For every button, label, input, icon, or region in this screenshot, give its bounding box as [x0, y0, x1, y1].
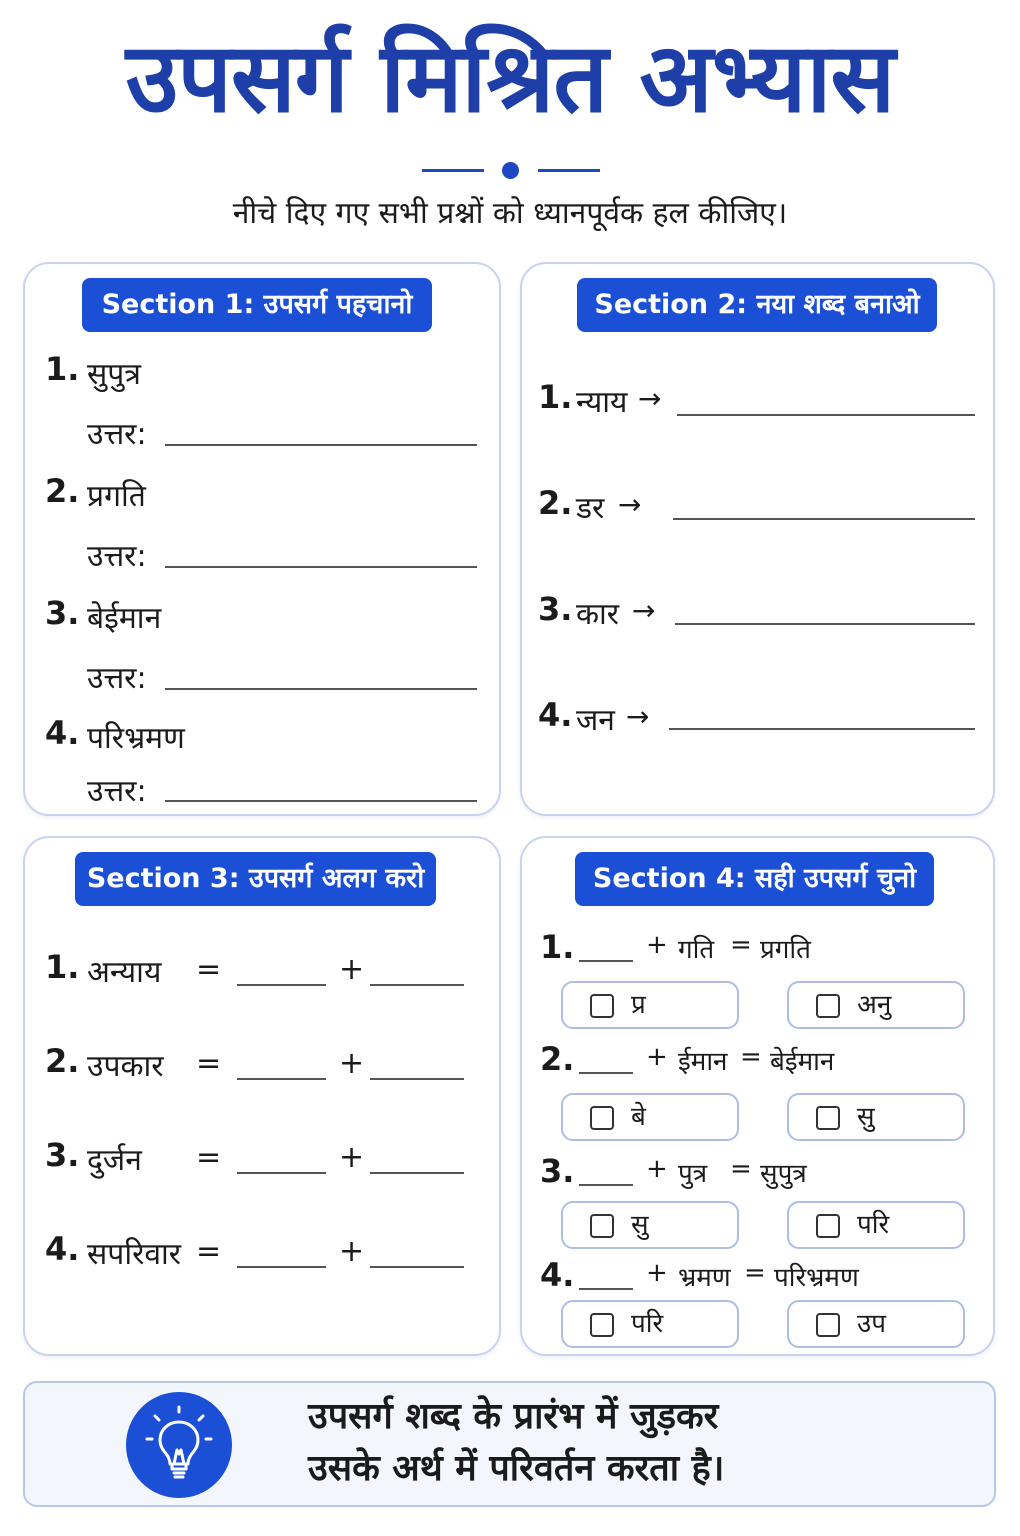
s2-item-word: न्याय — [576, 385, 628, 420]
option-label: परि — [857, 1210, 890, 1240]
result-word: सुपुत्र — [760, 1159, 807, 1189]
answer-line[interactable] — [165, 444, 477, 446]
checkbox[interactable] — [590, 994, 614, 1018]
section-1-card — [23, 262, 501, 816]
answer-line[interactable] — [675, 623, 975, 625]
option-label: बे — [631, 1102, 646, 1132]
s2-item-number: 4. — [538, 696, 573, 734]
plus-sign: + — [646, 1154, 668, 1184]
prefix-blank — [579, 960, 633, 962]
root-blank[interactable] — [370, 1266, 464, 1268]
prefix-blank[interactable] — [237, 1078, 326, 1080]
tip-line-2: उसके अर्थ में परिवर्तन करता है। — [308, 1448, 725, 1489]
option-a[interactable] — [561, 1300, 739, 1348]
checkbox[interactable] — [816, 994, 840, 1018]
result-word: प्रगति — [760, 935, 811, 965]
plus-sign: + — [646, 1258, 668, 1288]
s2-item-word: डर — [576, 491, 605, 526]
s1-item-number: 1. — [45, 350, 80, 388]
plus-sign: + — [339, 1234, 365, 1269]
option-label: सु — [857, 1102, 875, 1132]
result-word: परिभ्रमण — [774, 1263, 859, 1293]
option-a[interactable] — [561, 981, 739, 1029]
plus-sign: + — [646, 930, 668, 960]
arrow-icon: → — [632, 594, 656, 627]
equals-sign: = — [730, 1154, 752, 1184]
checkbox[interactable] — [590, 1313, 614, 1337]
root-blank[interactable] — [370, 1172, 464, 1174]
s4-item-number: 4. — [540, 1256, 575, 1294]
s2-item-word: जन — [576, 703, 615, 738]
root-word: गति — [678, 935, 715, 965]
s2-item-number: 2. — [538, 484, 573, 522]
option-label: प्र — [631, 990, 646, 1020]
s1-item-word: बेईमान — [87, 601, 162, 636]
option-b[interactable] — [787, 1093, 965, 1141]
equals-sign: = — [196, 1140, 222, 1175]
prefix-blank[interactable] — [237, 1172, 326, 1174]
checkbox[interactable] — [590, 1106, 614, 1130]
answer-label: उत्तर: — [87, 417, 147, 452]
root-word: पुत्र — [678, 1159, 708, 1189]
option-label: अनु — [857, 990, 892, 1020]
s3-item-word: दुर्जन — [87, 1143, 142, 1178]
s2-item-number: 3. — [538, 590, 573, 628]
s3-item-word: उपकार — [87, 1049, 164, 1084]
prefix-blank[interactable] — [237, 984, 326, 986]
answer-label: उत्तर: — [87, 539, 147, 574]
answer-line[interactable] — [669, 728, 975, 730]
option-b[interactable] — [787, 981, 965, 1029]
section-3-heading: Section 3: उपसर्ग अलग करो — [75, 852, 436, 906]
section-4-card — [520, 836, 995, 1356]
answer-line[interactable] — [165, 566, 477, 568]
plus-sign: + — [339, 952, 365, 987]
lightbulb-icon — [126, 1392, 232, 1498]
checkbox[interactable] — [816, 1214, 840, 1238]
equals-sign: = — [196, 952, 222, 987]
option-label: उप — [857, 1309, 887, 1339]
tip-line-1: उपसर्ग शब्द के प्रारंभ में जुड़कर — [308, 1396, 719, 1437]
s1-item-word: परिभ्रमण — [87, 721, 185, 756]
s1-item-number: 3. — [45, 594, 80, 632]
answer-line[interactable] — [165, 688, 477, 690]
result-word: बेईमान — [770, 1047, 835, 1077]
equals-sign: = — [730, 930, 752, 960]
prefix-blank — [579, 1288, 633, 1290]
option-b[interactable] — [787, 1201, 965, 1249]
equals-sign: = — [196, 1234, 222, 1269]
prefix-blank — [579, 1184, 633, 1186]
s3-item-word: सपरिवार — [87, 1237, 182, 1272]
prefix-blank[interactable] — [237, 1266, 326, 1268]
tip-box — [23, 1381, 996, 1507]
answer-line[interactable] — [673, 518, 975, 520]
s2-item-number: 1. — [538, 378, 573, 416]
s3-item-number: 3. — [45, 1136, 80, 1174]
equals-sign: = — [196, 1046, 222, 1081]
arrow-icon: → — [638, 382, 662, 415]
s1-item-number: 4. — [45, 714, 80, 752]
equals-sign: = — [740, 1042, 762, 1072]
s1-item-word: सुपुत्र — [87, 357, 141, 392]
page-title: उपसर्ग मिश्रित अभ्यास — [125, 22, 895, 134]
arrow-icon: → — [618, 488, 642, 521]
tip-text — [308, 1391, 724, 1495]
option-label: सु — [631, 1210, 649, 1240]
section-3-card — [23, 836, 501, 1356]
section-2-card — [520, 262, 995, 816]
option-a[interactable] — [561, 1201, 739, 1249]
s4-item-number: 2. — [540, 1040, 575, 1078]
s3-item-number: 1. — [45, 948, 80, 986]
option-label: परि — [631, 1309, 664, 1339]
section-2-heading: Section 2: नया शब्द बनाओ — [577, 278, 937, 332]
s2-item-word: कार — [576, 597, 620, 632]
equals-sign: = — [744, 1258, 766, 1288]
root-blank[interactable] — [370, 1078, 464, 1080]
answer-line[interactable] — [165, 800, 477, 802]
s1-item-word: प्रगति — [87, 479, 146, 514]
s3-item-number: 4. — [45, 1230, 80, 1268]
root-blank[interactable] — [370, 984, 464, 986]
s1-item-number: 2. — [45, 472, 80, 510]
s4-item-number: 1. — [540, 928, 575, 966]
prefix-blank — [579, 1072, 633, 1074]
root-word: ईमान — [678, 1047, 728, 1077]
checkbox[interactable] — [816, 1106, 840, 1130]
plus-sign: + — [339, 1046, 365, 1081]
checkbox[interactable] — [816, 1313, 840, 1337]
answer-line[interactable] — [677, 414, 975, 416]
root-word: भ्रमण — [678, 1263, 731, 1293]
option-b[interactable] — [787, 1300, 965, 1348]
arrow-icon: → — [626, 700, 650, 733]
s3-item-number: 2. — [45, 1042, 80, 1080]
instructions: नीचे दिए गए सभी प्रश्नों को ध्यानपूर्वक हल कीजिए। — [232, 196, 788, 231]
checkbox[interactable] — [590, 1214, 614, 1238]
section-1-heading: Section 1: उपसर्ग पहचानो — [82, 278, 432, 332]
plus-sign: + — [339, 1140, 365, 1175]
section-4-heading: Section 4: सही उपसर्ग चुनो — [575, 852, 934, 906]
plus-sign: + — [646, 1042, 668, 1072]
s3-item-word: अन्याय — [87, 955, 162, 990]
answer-label: उत्तर: — [87, 661, 147, 696]
option-a[interactable] — [561, 1093, 739, 1141]
s4-item-number: 3. — [540, 1152, 575, 1190]
title-divider — [0, 160, 1020, 180]
answer-label: उत्तर: — [87, 774, 147, 809]
